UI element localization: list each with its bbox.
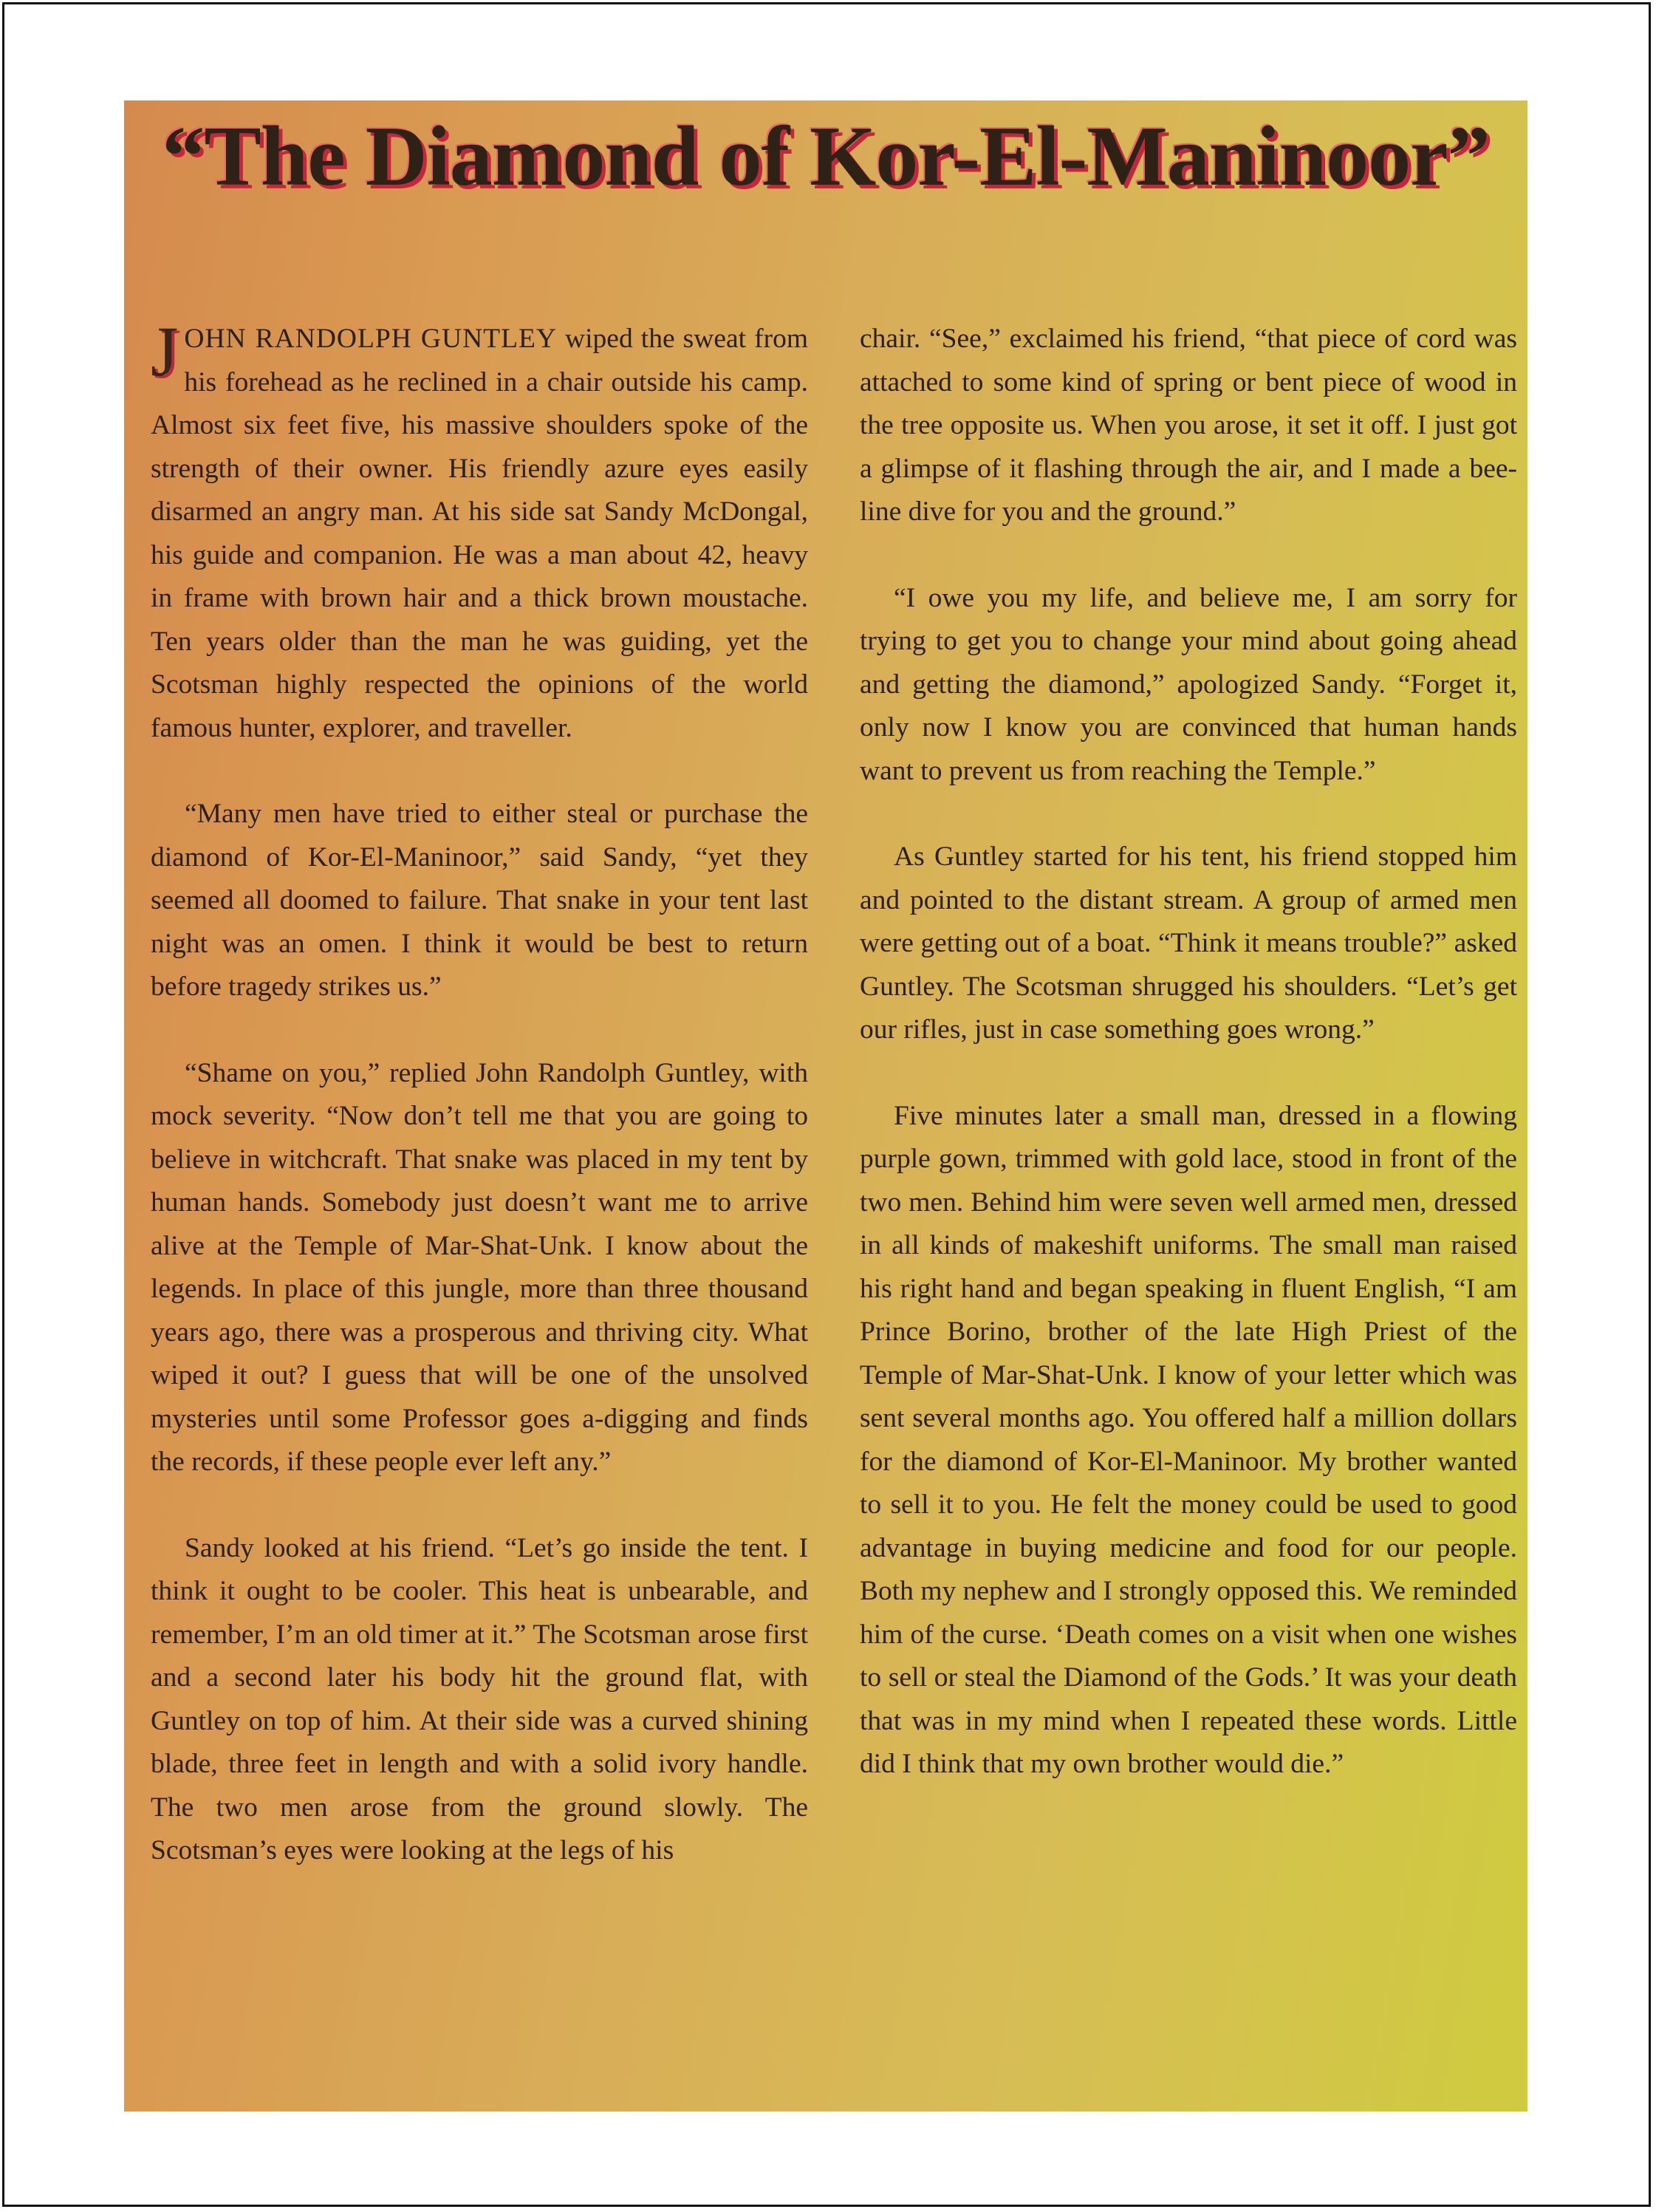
paragraph: “Shame on you,” replied John Randolph Guntley, with mock severity. “Now don’t tell me that you are going to believe in witchcraft. That snake was placed in my tent by human hands. Somebody just doesn’t want me to arrive alive at the Temple of Mar-Shat-Unk. I know about the legends. In place of this jungle, more than three thousand years ago, there was a prosperous and thriving city. What wiped it out? I guess that will be one of the unsolved mysteries until some Professor goes a-digging and finds the records, if these people ever left any.” — [151, 1057, 808, 1477]
paragraph-text: wiped the sweat from his forehead as he reclined in a chair outside his camp. Almost six feet five, his massive shoulders spoke of the strength of their owner. His friendly azure eyes easily disarmed an angry man. At his side sat Sandy McDongal, his guide and companion. He was a man about 42, heavy in frame with brown hair and a thick brown moustache. Ten years older than the man he was guiding, yet the Scotsman highly respected the opinions of the world famous hunter, explorer, and traveller. — [151, 324, 808, 743]
paragraph: Sandy looked at his friend. “Let’s go inside the tent. I think it ought to be cooler. This heat is unbearable, and remember, I’m an old timer at it.” The Scotsman arose first and a second later his body hit the ground flat, with Guntley on top of him. At their side was a curved shining blade, three feet in length and with a solid ivory handle. The two men arose from the ground slowly. The Scotsman’s eyes were looking at the legs of his — [151, 1532, 808, 1865]
drop-cap: J — [151, 312, 179, 391]
paragraph: Five minutes later a small man, dressed in a flowing purple gown, trimmed with gold lace, stood in front of the two men. Behind him were seven well armed men, dressed in all kinds of makeshift uniforms. The small man raised his right hand and began speaking in fluent English, “I am Prince Borino, brother of the late High Priest of the Temple of Mar-Shat-Unk. I know of your letter which was sent several months ago. You offered half a million dollars for the diamond of Kor-El-Maninoor. My brother wanted to sell it to you. He felt the money could be used to good advantage in buying medicine and food for our people. Both my nephew and I strongly opposed this. We reminded him of the curse. ‘Death comes on a visit when one wishes to sell or steal the Diamond of the Gods.’ It was your death that was in my mind when I repeated these words. Little did I think that my own brother would die.” — [860, 1100, 1517, 1779]
paragraph — [151, 312, 808, 750]
paragraph: As Guntley started for his tent, his friend stopped him and pointed to the distant stream. A group of armed men were getting out of a boat. “Think it means trouble?” asked Guntley. The Scotsman shrugged his shoulders. “Let’s get our rifles, just in case something goes wrong.” — [860, 842, 1517, 1045]
story-page — [124, 100, 1527, 2112]
right-column — [860, 318, 1517, 1786]
left-column — [151, 312, 808, 1873]
paragraph: “Many men have tried to either steal or purchase the diamond of Kor-El-Maninoor,” said Sandy, “yet they seemed all doomed to failure. That snake in your tent last night was an omen. I think it would be best to return before tragedy strikes us.” — [151, 799, 808, 1002]
paragraph: “I owe you my life, and believe me, I am sorry for trying to get you to change your mind about going ahead and getting the diamond,” apologized Sandy. “Forget it, only now I know you are convinced that human hands want to prevent us from reaching the Temple.” — [860, 582, 1517, 786]
opening-name: OHN RANDOLPH GUNTLEY — [184, 324, 557, 354]
story-title: “The Diamond of Kor-El-Maninoor” — [162, 109, 1490, 204]
paragraph: chair. “See,” exclaimed his friend, “that piece of cord was attached to some kind of spring or bent piece of wood in the tree opposite us. When you arose, it set it off. I just got a glimpse of it flashing through the air, and I made a bee-line dive for you and the ground.” — [860, 324, 1517, 527]
